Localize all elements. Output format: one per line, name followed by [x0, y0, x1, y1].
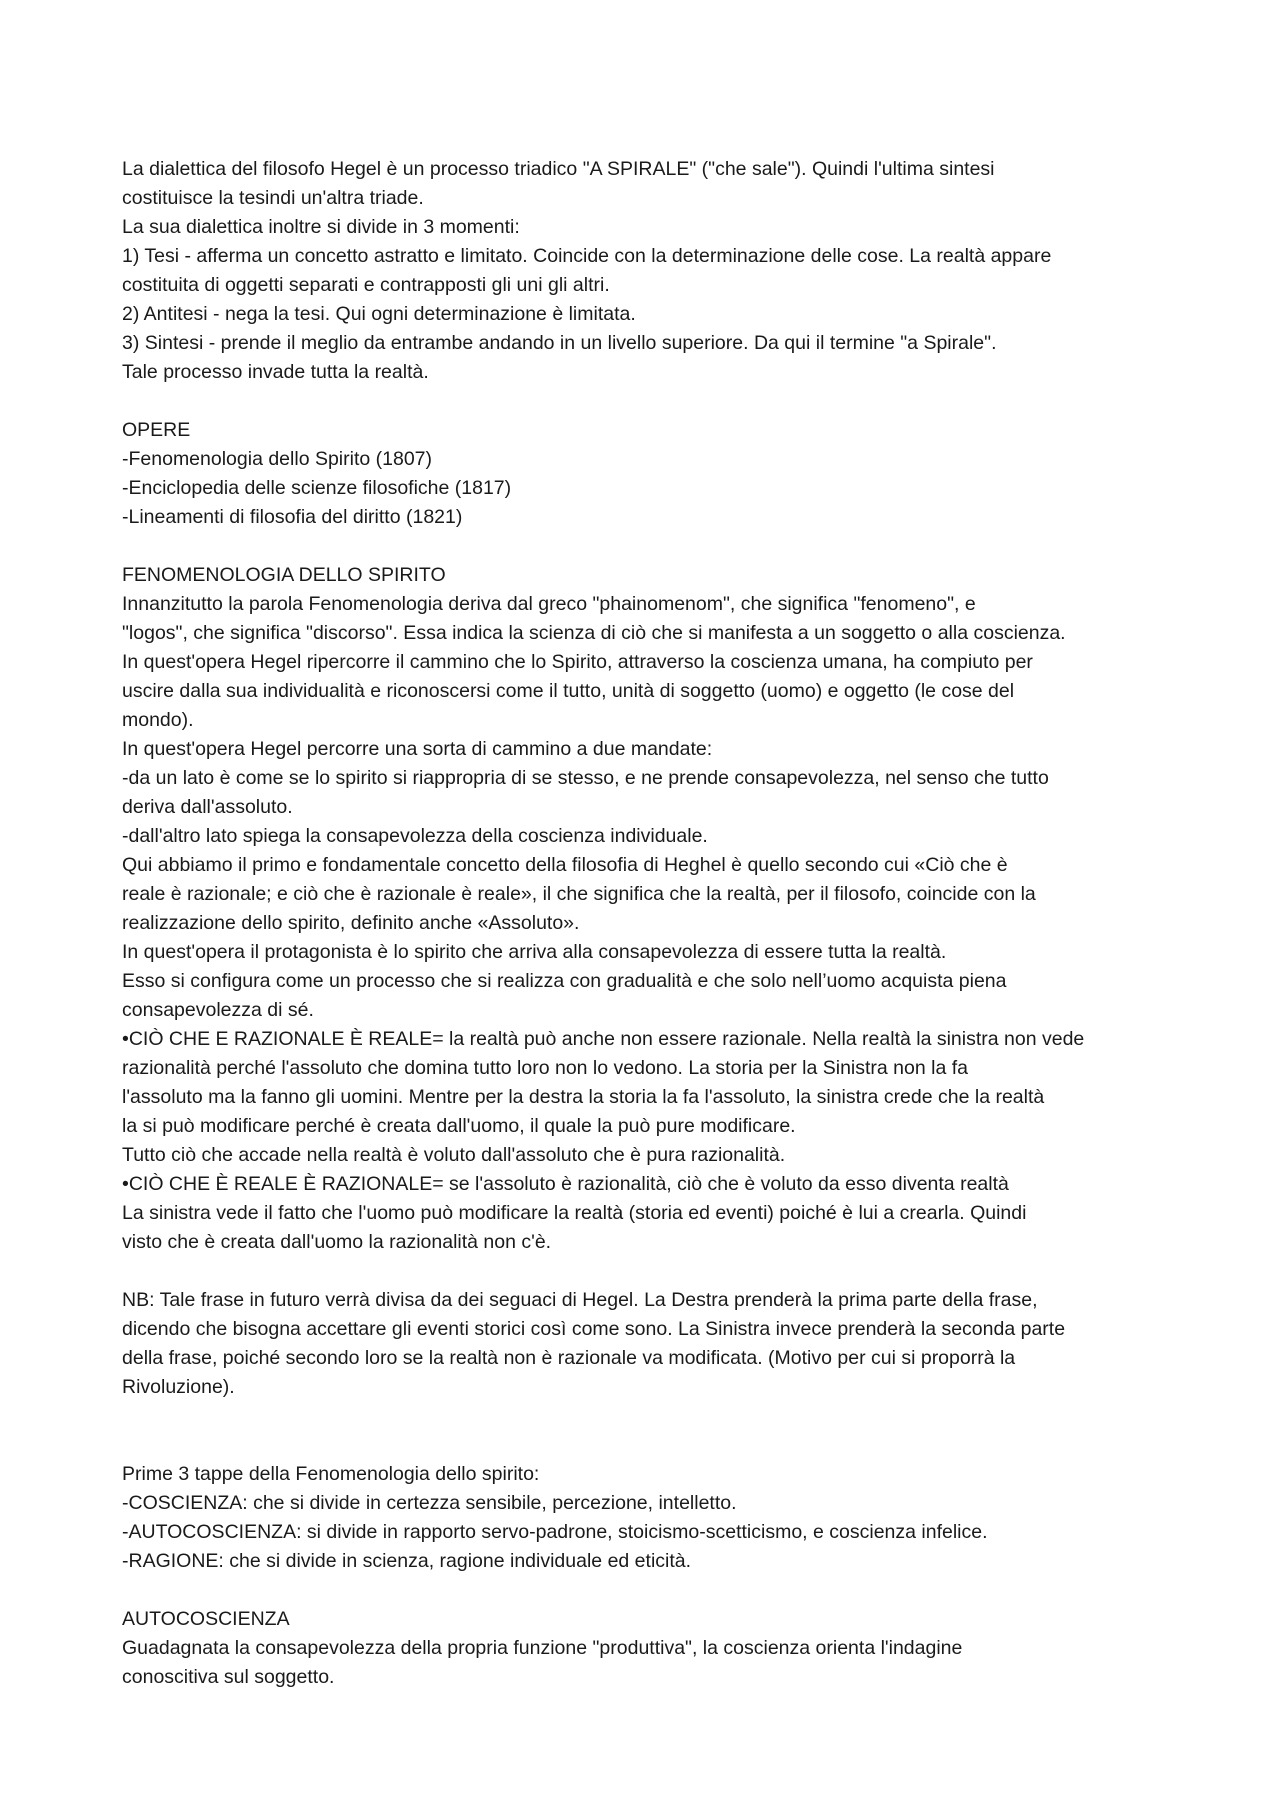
text-line: Tale processo invade tutta la realtà. — [122, 361, 429, 383]
blank-line — [122, 532, 1182, 561]
text-line: La sinistra vede il fatto che l'uomo può modificare la realtà (storia ed eventi) poiché è lui a crearla. Quindi — [122, 1202, 1027, 1224]
text-line: dicendo che bisogna accettare gli eventi storici così come sono. La Sinistra invece prenderà la seconda parte — [122, 1318, 1066, 1340]
text-line: In quest'opera il protagonista è lo spirito che arriva alla consapevolezza di essere tutta la realtà. — [122, 941, 947, 963]
text-line: 2) Antitesi - nega la tesi. Qui ogni determinazione è limitata. — [122, 303, 636, 325]
text-line: "logos", che significa "discorso". Essa indica la scienza di ciò che si manifesta a un soggetto o alla coscienza. — [122, 622, 1066, 644]
text-line: -dall'altro lato spiega la consapevolezza della coscienza individuale. — [122, 825, 708, 847]
text-line: •CIÒ CHE È REALE È RAZIONALE= se l'assoluto è razionalità, ciò che è voluto da esso diventa realtà — [122, 1173, 1009, 1195]
blank-line — [122, 1402, 1182, 1431]
text-line: Qui abbiamo il primo e fondamentale concetto della filosofia di Heghel è quello secondo cui «Ciò che è — [122, 854, 1008, 876]
text-line: uscire dalla sua individualità e riconoscersi come il tutto, unità di soggetto (uomo) e oggetto (le cose del — [122, 680, 1015, 702]
text-line: realizzazione dello spirito, definito anche «Assoluto». — [122, 912, 580, 934]
text-line: La dialettica del filosofo Hegel è un processo triadico "A SPIRALE" ("che sale"). Quindi l'ultima sintesi — [122, 158, 995, 180]
text-line: mondo). — [122, 709, 194, 731]
blank-line — [122, 1257, 1182, 1286]
text-line: La sua dialettica inoltre si divide in 3 momenti: — [122, 216, 520, 238]
text-line: Innanzitutto la parola Fenomenologia deriva dal greco "phainomenom", che significa "fenomeno", e — [122, 593, 976, 615]
text-line: Esso si configura come un processo che si realizza con gradualità e che solo nell’uomo acquista piena — [122, 970, 1007, 992]
text-line: -AUTOCOSCIENZA: si divide in rapporto servo-padrone, stoicismo-scetticismo, e coscienza infelice. — [122, 1521, 988, 1543]
text-line: -da un lato è come se lo spirito si riappropria di se stesso, e ne prende consapevolezza, nel senso che tutto — [122, 767, 1049, 789]
text-line: la si può modificare perché è creata dall'uomo, il quale la può pure modificare. — [122, 1115, 796, 1137]
text-line: Tutto ciò che accade nella realtà è voluto dall'assoluto che è pura razionalità. — [122, 1144, 786, 1166]
text-line: OPERE — [122, 419, 191, 441]
blank-line — [122, 387, 1182, 416]
text-line: razionalità perché l'assoluto che domina tutto loro non lo vedono. La storia per la Sinistra non la fa — [122, 1057, 968, 1079]
text-line: In quest'opera Hegel ripercorre il cammino che lo Spirito, attraverso la coscienza umana, ha compiuto per — [122, 651, 1033, 673]
text-line: -Lineamenti di filosofia del diritto (1821) — [122, 506, 463, 528]
text-line: •CIÒ CHE E RAZIONALE È REALE= la realtà può anche non essere razionale. Nella realtà la sinistra non vede — [122, 1028, 1085, 1050]
text-line: della frase, poiché secondo loro se la realtà non è razionale va modificata. (Motivo per cui si proporrà la — [122, 1347, 1016, 1369]
text-line: l'assoluto ma la fanno gli uomini. Mentre per la destra la storia la fa l'assoluto, la sinistra crede che la realtà — [122, 1086, 1045, 1108]
blank-line — [122, 1431, 1182, 1460]
text-line: 1) Tesi - afferma un concetto astratto e limitato. Coincide con la determinazione delle cose. La realtà appare — [122, 245, 1052, 267]
text-line: Rivoluzione). — [122, 1376, 235, 1398]
text-line: Prime 3 tappe della Fenomenologia dello spirito: — [122, 1463, 540, 1485]
text-line: costituisce la tesindi un'altra triade. — [122, 187, 424, 209]
document-body — [122, 155, 1182, 1692]
text-line: Guadagnata la consapevolezza della propria funzione "produttiva", la coscienza orienta l'indagine — [122, 1637, 963, 1659]
text-line: 3) Sintesi - prende il meglio da entrambe andando in un livello superiore. Da qui il termine "a Spirale". — [122, 332, 997, 354]
text-line: -COSCIENZA: che si divide in certezza sensibile, percezione, intelletto. — [122, 1492, 737, 1514]
blank-line — [122, 1576, 1182, 1605]
text-line: reale è razionale; e ciò che è razionale è reale», il che significa che la realtà, per il filosofo, coincide con la — [122, 883, 1036, 905]
text-line: -Fenomenologia dello Spirito (1807) — [122, 448, 433, 470]
text-line: conoscitiva sul soggetto. — [122, 1666, 335, 1688]
text-line: FENOMENOLOGIA DELLO SPIRITO — [122, 564, 446, 586]
text-line: visto che è creata dall'uomo la razionalità non c'è. — [122, 1231, 552, 1253]
text-line: -Enciclopedia delle scienze filosofiche (1817) — [122, 477, 512, 499]
text-line: deriva dall'assoluto. — [122, 796, 293, 818]
text-line: consapevolezza di sé. — [122, 999, 314, 1021]
text-line: In quest'opera Hegel percorre una sorta di cammino a due mandate: — [122, 738, 713, 760]
text-line: NB: Tale frase in futuro verrà divisa da dei seguaci di Hegel. La Destra prenderà la prima parte della frase, — [122, 1289, 1038, 1311]
text-line: -RAGIONE: che si divide in scienza, ragione individuale ed eticità. — [122, 1550, 692, 1572]
text-line: costituita di oggetti separati e contrapposti gli uni gli altri. — [122, 274, 610, 296]
text-line: AUTOCOSCIENZA — [122, 1608, 290, 1630]
